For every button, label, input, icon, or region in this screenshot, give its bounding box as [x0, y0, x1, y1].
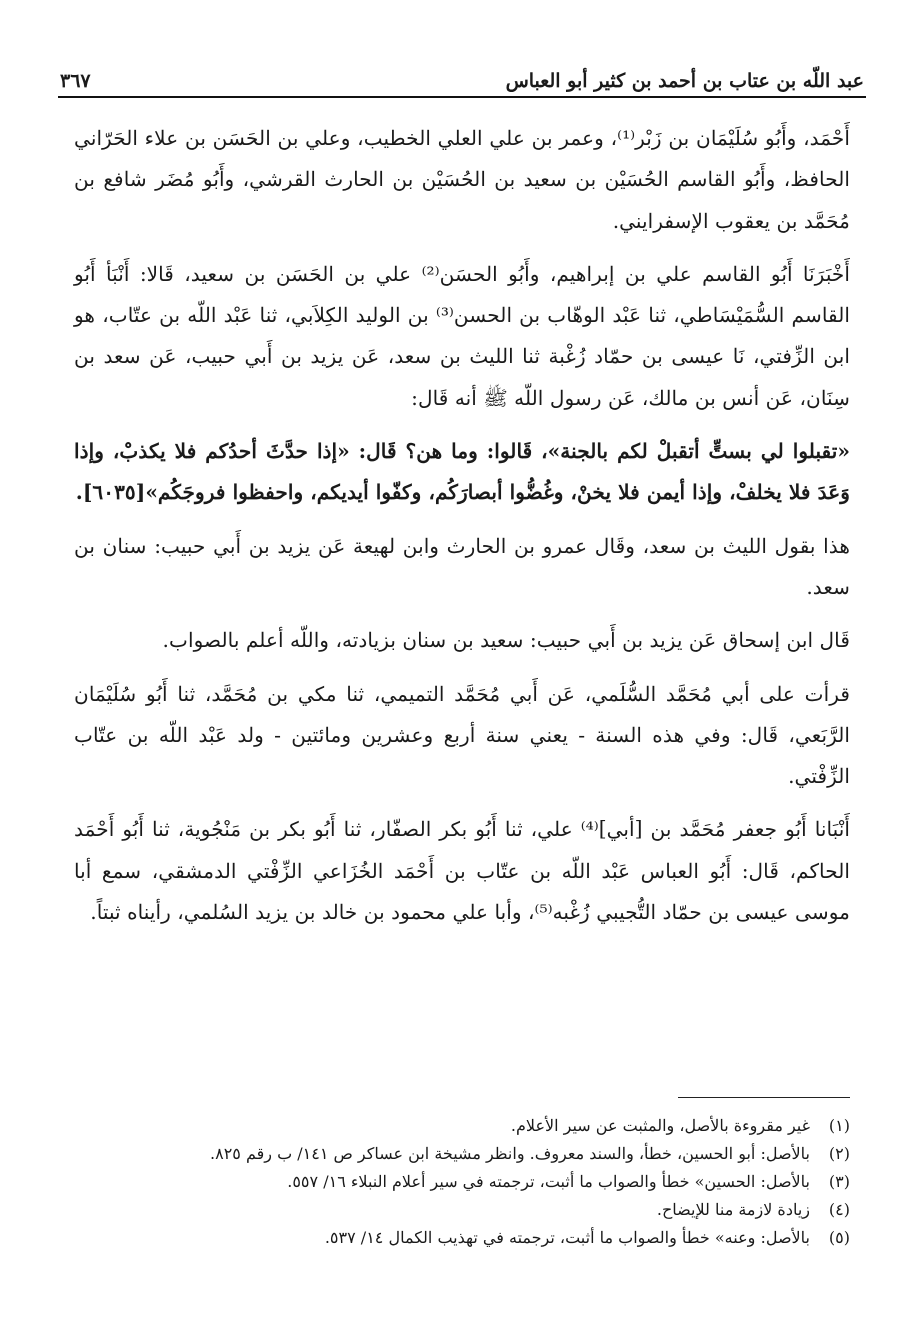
- running-head: [60, 58, 864, 92]
- main-text: [74, 118, 850, 945]
- paragraph: أَخْبَرَنَا أَبُو القاسم علي بن إبراهيم، وأَبُو الحسَن⁽²⁾ علي بن الحَسَن بن سعيد، قَالا: أَنْبَأ أَبُو القاسم السُّمَيْسَاطي، ثنا عَبْد الوهّاب بن الحسن⁽³⁾ بن الوليد الكِلاَبي، ثنا عَبْد اللّه بن عتّاب، هو ابن الزِّفتي، نَا عيسى بن حمّاد زُغْبة ثنا الليث بن سعد، عَن يزيد بن أَبي حبيب، عَن سعد بن سِنَان، عَن أنس بن مالك، عَن رسول اللّه ﷺ أنه قَال:: [74, 261, 850, 410]
- footnote-rule: [678, 1097, 850, 1098]
- header-rule: [58, 96, 866, 98]
- footnote-text: بالأصل: وعنه» خطأ والصواب ما أثبت، ترجمته في تهذيب الكمال ١٤/ ٥٣٧.: [324, 1228, 810, 1247]
- footnote-number: (١): [828, 1116, 850, 1135]
- paragraph: قَال ابن إسحاق عَن يزيد بن أَبي حبيب: سعيد بن سنان بزيادته، واللّه أعلم بالصواب.: [162, 628, 850, 653]
- footnote: [70, 1168, 850, 1196]
- footnote-text: بالأصل: الحسين» خطأ والصواب ما أثبت، ترجمته في سير أعلام النبلاء ١٦/ ٥٥٧.: [287, 1172, 810, 1191]
- paragraph: أَحْمَد، وأَبُو سُلَيْمَان بن زَبْر⁽¹⁾، وعمر بن علي العلي الخطيب، وعلي بن الحَسَن بن علاء الحَرّاني الحافظ، وأَبُو القاسم الحُسَيْن بن سعيد بن الحُسَيْن بن الحارث القرشي، وأَبُو مُضَر شافع بن مُحَمَّد بن يعقوب الإسفرايني.: [74, 126, 850, 233]
- footnote-text: زيادة لازمة منا للإيضاح.: [656, 1200, 810, 1219]
- paragraph-hadith: «تقبلوا لي بستٍّ أتقبلْ لكم بالجنة»، قَالوا: وما هن؟ قَال: «إذا حدَّثَ أحدُكم فلا يكذبْ، وإذا وَعَدَ فلا يخلفْ، وإذا أيمن فلا يخنْ، وغُضُّوا أبصارَكُم، وكفّوا أيديكم، واحفظوا فروجَكُم»[٦٠٣٥].: [74, 439, 850, 505]
- footnote-text: بالأصل: أبو الحسين، خطأ، والسند معروف. وانظر مشيخة ابن عساكر ص ١٤١/ ب رقم ٨٢٥.: [210, 1144, 810, 1163]
- footnote-number: (٤): [828, 1200, 850, 1219]
- footnote-number: (٣): [828, 1172, 850, 1191]
- running-title: عبد اللّه بن عتاب بن أحمد بن كثير أبو العباس: [505, 70, 864, 92]
- footnote: [70, 1112, 850, 1140]
- footnote-text: غير مقروءة بالأصل، والمثبت عن سير الأعلام.: [510, 1116, 810, 1135]
- footnote-number: (٢): [828, 1144, 850, 1163]
- paragraph: قرأت على أبي مُحَمَّد السُّلَمي، عَن أَبي مُحَمَّد التميمي، ثنا مكي بن مُحَمَّد، ثنا أَبُو سُلَيْمَان الرَّبَعي، قَال: وفي هذه السنة - يعني سنة أربع وعشرين ومائتين - ولد عَبْد اللّه بن عتّاب الزِّفْتي.: [74, 681, 850, 789]
- paragraph: أَنْبَانا أَبُو جعفر مُحَمَّد بن [أبي]⁽⁴⁾ علي، ثنا أَبُو بكر الصفّار، ثنا أَبُو بكر بن مَنْجُوية، ثنا أَبُو أَحْمَد الحاكم، قَال: أَبُو العباس عَبْد اللّه بن عتّاب بن أَحْمَد الخُزَاعي الزِّفْتي الدمشقي، سمع أبا موسى عيسى بن حمّاد التُّجيبي زُغْبه⁽⁵⁾، وأبا علي محمود بن خالد بن يزيد السُلمي، رأيناه ثبتاً.: [74, 817, 850, 925]
- footnote: [70, 1224, 850, 1252]
- page-number: ٣٦٧: [60, 70, 91, 92]
- footnotes: [70, 1112, 850, 1252]
- paragraph: هذا بقول الليث بن سعد، وقَال عمرو بن الحارث وابن لهيعة عَن يزيد بن أَبي حبيب: سنان بن سعد.: [74, 533, 850, 599]
- footnote: [70, 1140, 850, 1168]
- footnote: [70, 1196, 850, 1224]
- footnote-number: (٥): [828, 1228, 850, 1247]
